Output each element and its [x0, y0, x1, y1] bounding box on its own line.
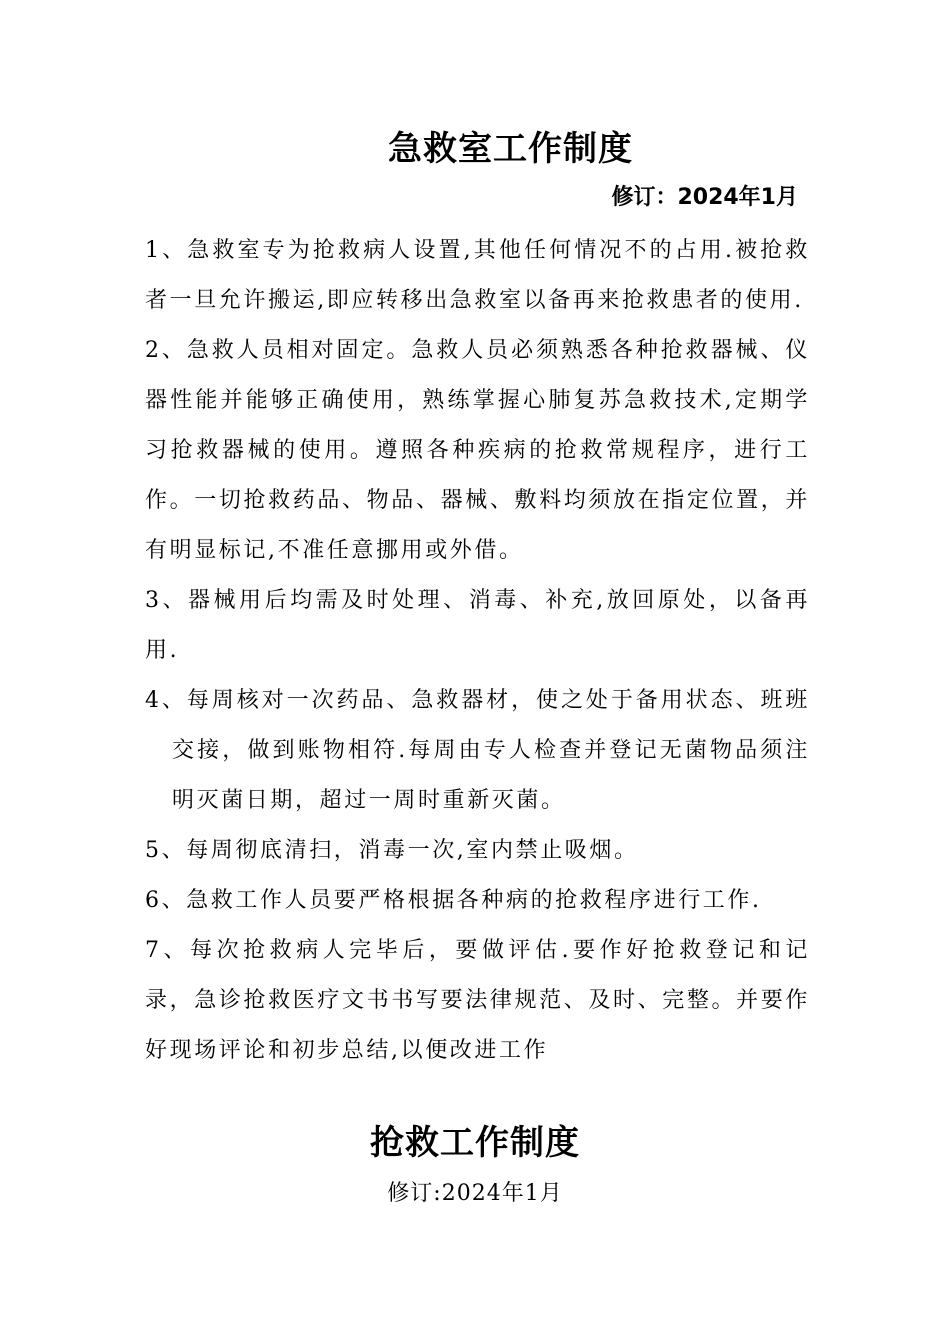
document-title-container	[0, 124, 950, 174]
paragraph-4: 4、每周核对一次药品、急救器材，使之处于备用状态、班班交接，做到账物相符.每周由专人检查并登记无菌物品须注明灭菌日期，超过一周时重新灭菌。	[145, 688, 810, 813]
second-title-container	[0, 1118, 950, 1168]
paragraph-3: 3、器械用后均需及时处理、消毒、补充,放回原处，以备再用.	[145, 588, 810, 663]
revision-date: 修订：2024年1月	[611, 185, 798, 210]
second-revision-container	[0, 1176, 950, 1212]
paragraph-5: 5、每周彻底清扫，消毒一次,室内禁止吸烟。	[145, 838, 639, 863]
second-revision-date: 修订:2024年1月	[387, 1181, 563, 1206]
document-title: 急救室工作制度	[388, 129, 633, 169]
paragraph-1: 1、急救室专为抢救病人设置,其他任何情况不的占用.被抢救者一旦允许搬运,即应转移出急救室以备再来抢救患者的使用.	[145, 238, 810, 313]
document-body	[145, 226, 810, 1076]
paragraph-6: 6、急救工作人员要严格根据各种病的抢救程序进行工作.	[145, 888, 762, 913]
paragraph-2: 2、急救人员相对固定。急救人员必须熟悉各种抢救器械、仪器性能并能够正确使用，熟练掌握心肺复苏急救技术,定期学习抢救器械的使用。遵照各种疾病的抢救常规程序，进行工作。一切抢救药品、物品、器械、敷料均须放在指定位置，并有明显标记,不准任意挪用或外借。	[145, 338, 810, 563]
paragraph-7: 7、每次抢救病人完毕后，要做评估.要作好抢救登记和记录，急诊抢救医疗文书书写要法律规范、及时、完整。并要作好现场评论和初步总结,以便改进工作	[145, 938, 810, 1063]
second-document-title: 抢救工作制度	[370, 1123, 580, 1163]
